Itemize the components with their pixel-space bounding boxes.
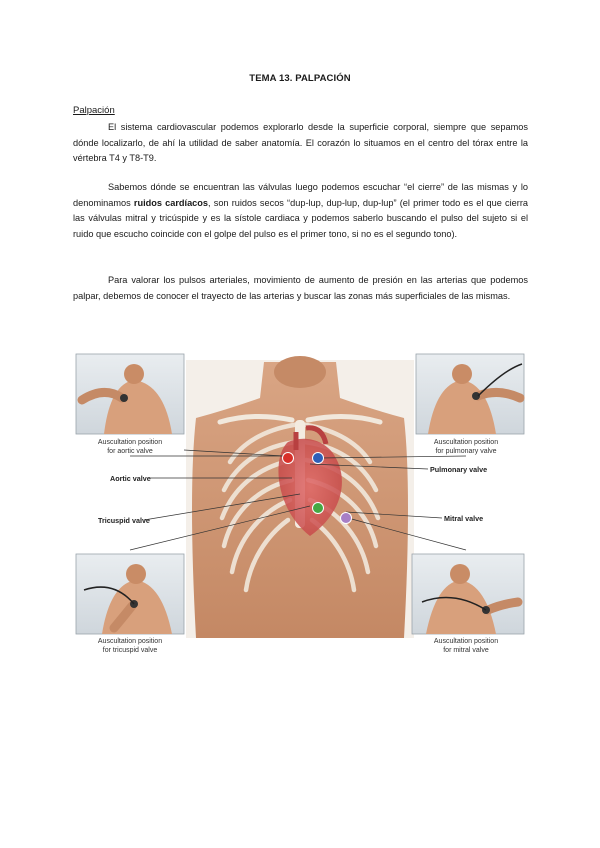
central-torso-illustration <box>186 356 414 638</box>
caption-mitral-position-line2: for mitral valve <box>443 647 489 654</box>
caption-pulmonary-position-line1: Auscultation position <box>433 439 499 446</box>
paragraph-3: Para valorar los pulsos arteriales, movimiento de aumento de presión en las arterias que podemos palpar, debemos de conocer el trayecto de las arterias y buscar las zonas más superficiales de las mismas. <box>73 275 528 301</box>
page-title: TEMA 13. PALPACIÓN <box>249 73 351 84</box>
tricuspid-position-photo <box>76 554 184 634</box>
paragraph-2 <box>73 180 528 242</box>
caption-mitral-position-line1: Auscultation position <box>433 638 499 645</box>
section-heading: Palpación <box>73 105 115 116</box>
paragraph-2-bold-term: ruidos cardíacos <box>133 197 209 208</box>
caption-tricuspid-position-line1: Auscultation position <box>97 638 163 645</box>
mitral-position-photo <box>412 554 524 634</box>
tricuspid-marker <box>313 503 324 514</box>
pulmonary-marker <box>313 453 324 464</box>
caption-aortic-position-line1: Auscultation position <box>97 439 163 446</box>
label-tricuspid-valve: Tricuspid valve <box>98 516 150 525</box>
pulmonary-position-photo <box>416 354 524 434</box>
paragraph-2-before: Sabemos dónde se encuentran las válvulas luego podemos escuchar “el cierre” de las mismas y lo denominamos <box>73 182 528 208</box>
paragraph-1: El sistema cardiovascular podemos explorarlo desde la superficie corporal, siempre que sepamos dónde localizarlo, de ahí la utilidad de saber anatomía. El corazón lo situamos en el centro del tórax entre la vértebra T4 y T8-T9. <box>73 122 528 164</box>
label-aortic-valve: Aortic valve <box>110 474 151 483</box>
label-pulmonary-valve: Pulmonary valve <box>430 465 488 474</box>
caption-aortic-position-line2: for aortic valve <box>107 448 153 455</box>
aortic-position-photo <box>76 354 184 434</box>
mitral-marker <box>341 513 352 524</box>
aortic-marker <box>283 453 294 464</box>
auscultation-figure <box>74 340 526 662</box>
caption-pulmonary-position-line2: for pulmonary valve <box>435 448 497 455</box>
label-mitral-valve: Mitral valve <box>444 514 484 523</box>
caption-tricuspid-position-line2: for tricuspid valve <box>102 647 158 654</box>
paragraph-2-after: , son ruidos secos “dup-lup, dup-lup, dup-lup” (el primer todo es el que cierra las válvulas mitral y tricúspide y es la sístole cardiaca y podemos saberlo buscando el pulso del sujeto si el ruido que escucho coincide con el golpe del pulso es el primer tono, si no es el segundo tono). <box>73 197 528 239</box>
